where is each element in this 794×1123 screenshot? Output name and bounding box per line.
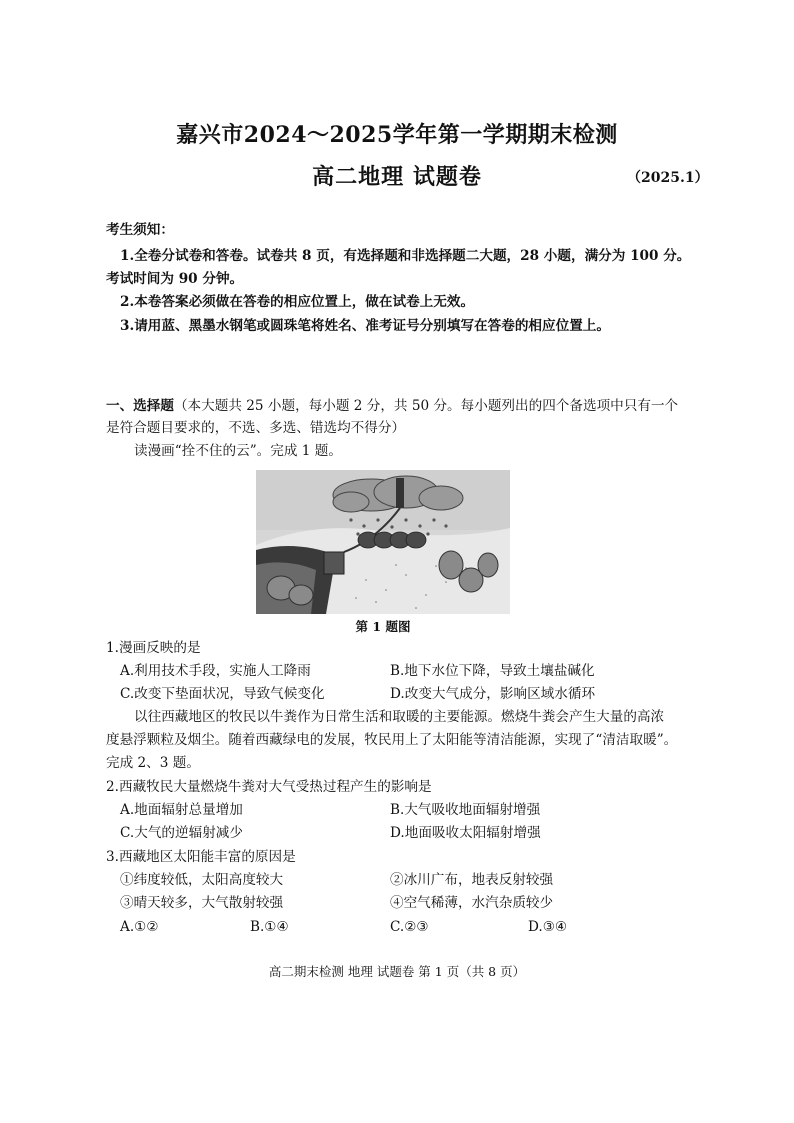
figure-caption: 第 1 题图 (355, 619, 411, 634)
q3-statement-2: ②冰川广布，地表反射较强 (390, 872, 554, 888)
passage-line-2: 度悬浮颗粒及烟尘。随着西藏绿电的发展，牧民用上了太阳能等清洁能源，实现了“清洁取暖”。 (106, 732, 678, 748)
exam-subtitle: 高二地理 试题卷 (312, 164, 482, 190)
q2-option-a: A.地面辐射总量增加 (120, 802, 243, 818)
notice-item-1: 1.全卷分试卷和答卷。试卷共 8 页，有选择题和非选择题二大题，28 小题，满分为 100 分。 (120, 248, 691, 264)
section-1-line-1 (106, 396, 678, 416)
section-1-desc: （本大题共 25 小题，每小题 2 分，共 50 分。每小题列出的四个备选项中只有一个 (173, 398, 679, 414)
q3-stem: 3.西藏地区太阳能丰富的原因是 (106, 849, 296, 865)
q3-statement-3: ③晴天较多，大气散射较强 (120, 895, 284, 911)
q3-option-a: A.①② (120, 919, 159, 935)
exam-date: （2025.1） (627, 170, 709, 186)
q2-option-b: B.大气吸收地面辐射增强 (390, 802, 541, 818)
q3-option-d: D.③④ (528, 919, 568, 935)
notice-item-1-cont: 考试时间为 90 分钟。 (106, 271, 244, 287)
passage-line-1: 以往西藏地区的牧民以牛粪作为日常生活和取暖的主要能源。燃烧牛粪会产生大量的高浓 (134, 709, 665, 725)
notice-item-2: 2.本卷答案必须做在答卷的相应位置上，做在试卷上无效。 (120, 294, 475, 310)
q3-option-c: C.②③ (390, 919, 429, 935)
notice-heading: 考生须知： (106, 222, 174, 238)
q1-option-b: B.地下水位下降，导致土壤盐碱化 (390, 663, 595, 679)
q3-statement-1: ①纬度较低，太阳高度较大 (120, 872, 284, 888)
q3-option-b: B.①④ (250, 919, 289, 935)
cartoon-figure (256, 470, 510, 614)
section-1-desc-cont: 是符合题目要求的，不选、多选、错选均不得分） (106, 420, 406, 436)
q2-option-c: C.大气的逆辐射减少 (120, 825, 243, 841)
q2-stem: 2.西藏牧民大量燃烧牛粪对大气受热过程产生的影响是 (106, 779, 432, 795)
q1-intro: 读漫画“拴不住的云”。完成 1 题。 (134, 443, 342, 459)
q3-statement-4: ④空气稀薄，水汽杂质较少 (390, 895, 554, 911)
q1-stem: 1.漫画反映的是 (106, 640, 201, 656)
passage-line-3: 完成 2、3 题。 (106, 755, 200, 771)
q1-option-d: D.改变大气成分，影响区域水循环 (390, 686, 596, 702)
section-1-heading: 一、选择题 (106, 398, 174, 414)
page-footer: 高二期末检测 地理 试题卷 第 1 页（共 8 页） (268, 964, 526, 979)
q1-option-c: C.改变下垫面状况，导致气候变化 (120, 686, 325, 702)
exam-title: 嘉兴市2024～2025学年第一学期期末检测 (176, 122, 618, 148)
q2-option-d: D.地面吸收太阳辐射增强 (390, 825, 541, 841)
notice-item-3: 3.请用蓝、黑墨水钢笔或圆珠笔将姓名、准考证号分别填写在答卷的相应位置上。 (120, 318, 610, 334)
q1-option-a: A.利用技术手段，实施人工降雨 (120, 663, 311, 679)
